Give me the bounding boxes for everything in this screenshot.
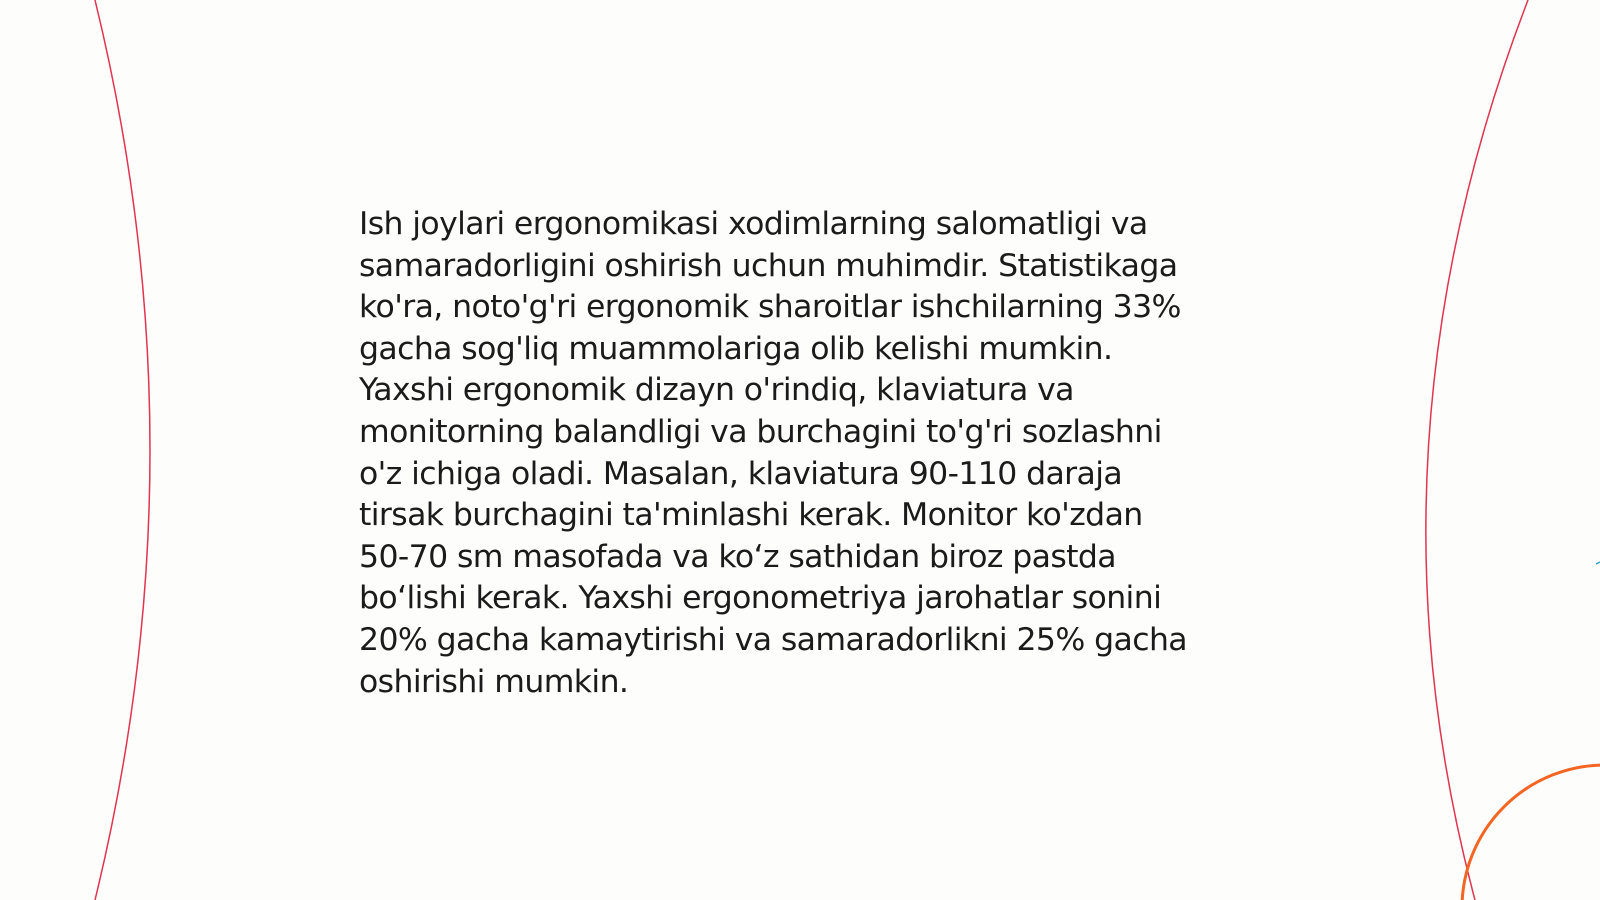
paragraph-line: Ish joylari ergonomikasi xodimlarning salomatligi va	[359, 206, 1148, 242]
paragraph-line: o'z ichiga oladi. Masalan, klaviatura 90-110 daraja	[359, 455, 1123, 492]
paragraph-line: tirsak burchagini ta'minlashi kerak. Monitor ko'zdan	[359, 497, 1143, 534]
paragraph-line: oshirishi mumkin.	[359, 663, 629, 700]
paragraph-line: samaradorligini oshirish uchun muhimdir. Statistikaga	[359, 247, 1178, 284]
paragraph-line: 50-70 sm masofada va ko‘z sathidan biroz pastda	[359, 538, 1116, 575]
left-arc	[95, 0, 150, 900]
body-paragraph	[359, 204, 1259, 703]
paragraph-line: monitorning balandligi va burchagini to'g'ri sozlashni	[359, 413, 1162, 450]
paragraph-line: bo‘lishi kerak. Yaxshi ergonometriya jarohatlar sonini	[359, 580, 1162, 617]
paragraph-line: ko'ra, noto'g'ri ergonomik sharoitlar ishchilarning 33%	[359, 289, 1181, 326]
paragraph-line: 20% gacha kamaytirishi va samaradorlikni 25% gacha	[359, 621, 1188, 658]
right-arc	[1426, 0, 1528, 900]
orange-circle	[1462, 765, 1600, 900]
paragraph-line: gacha sog'liq muammolariga olib kelishi mumkin.	[359, 330, 1113, 367]
teal-tick	[1596, 562, 1600, 564]
paragraph-line: Yaxshi ergonomik dizayn o'rindiq, klaviatura va	[359, 372, 1074, 409]
